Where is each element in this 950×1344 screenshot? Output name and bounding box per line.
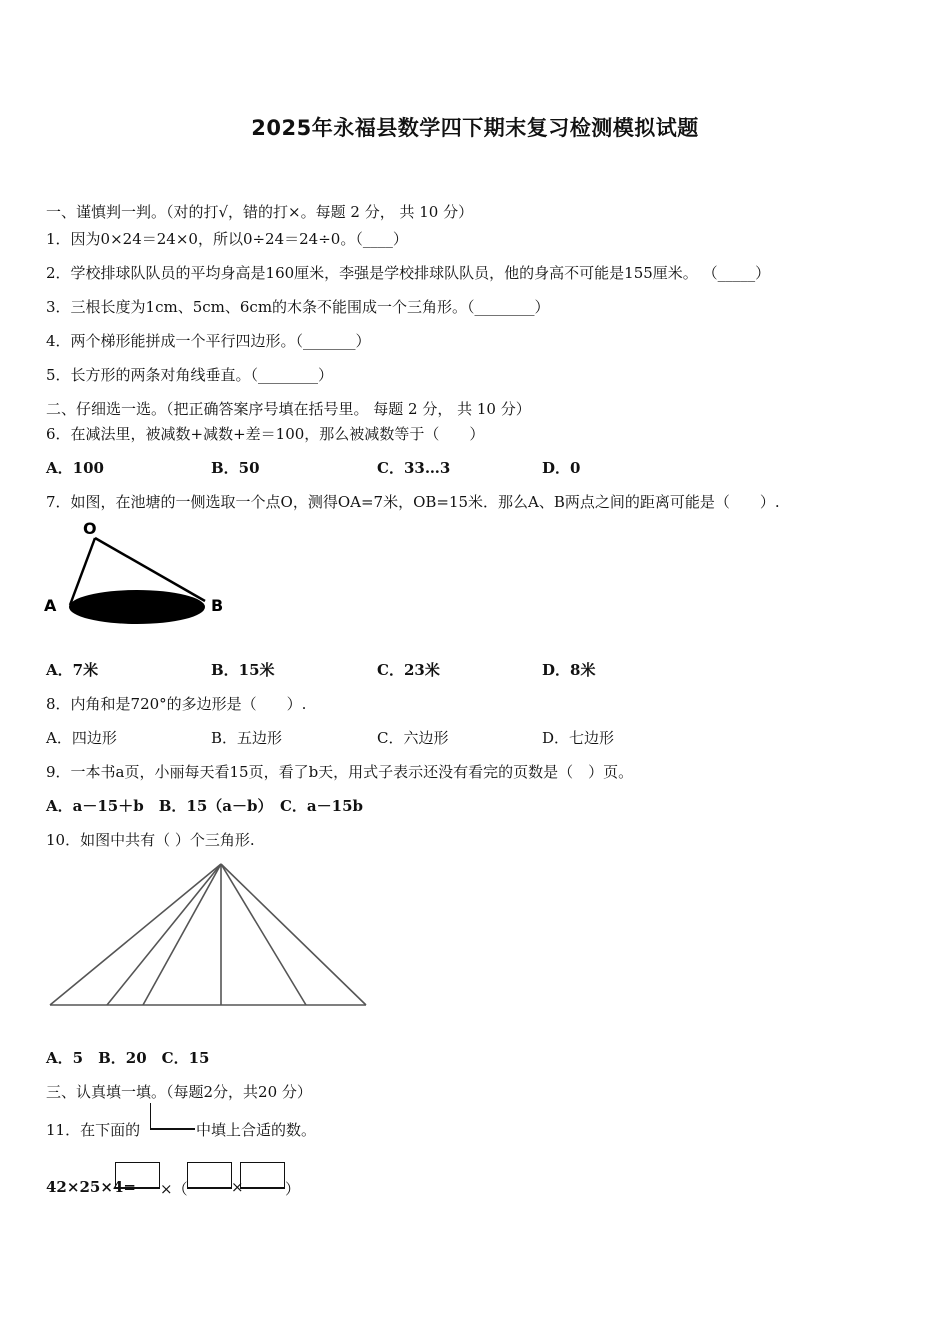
question-11-lead: 11．在下面的 [46, 1121, 141, 1139]
question-8: 8．内角和是720°的多边形是（ ）. [46, 695, 307, 713]
q8-option-a: A．四边形 [46, 729, 117, 747]
question-11-tail: 中填上合适的数。 [196, 1121, 317, 1139]
question-5: 5．长方形的两条对角线垂直。（________） [46, 366, 334, 384]
q11-times-open: ×（ [160, 1180, 188, 1198]
question-7: 7．如图，在池塘的一侧选取一个点O，测得OA=7米，OB=15米．那么A、B两点之间的距离可能是（ ）. [46, 493, 780, 511]
q10-options: A．5 B．20 C．15 [46, 1049, 210, 1067]
section-1-heading: 一、谨慎判一判。（对的打√，错的打×。每题 2 分， 共 10 分） [46, 203, 474, 221]
answer-box-3[interactable] [240, 1162, 285, 1189]
pond-figure [40, 515, 240, 635]
q6-option-b: B．50 [211, 459, 260, 477]
triangles-figure [45, 860, 375, 1012]
question-10: 10．如图中共有（ ）个三角形. [46, 831, 255, 849]
answer-box-2[interactable] [187, 1162, 232, 1189]
section-3-heading: 三、认真填一填。（每题2分，共20 分） [46, 1083, 312, 1101]
point-a-label: A [44, 596, 57, 615]
q7-option-d: D．8米 [542, 661, 596, 679]
blank-box-sample [150, 1103, 195, 1130]
question-9: 9．一本书a页，小丽每天看15页，看了b天，用式子表示还没有看完的页数是（ ）页。 [46, 763, 634, 781]
q9-options: A．a－15＋b B．15（a－b） C．a－15b [46, 797, 364, 815]
question-6: 6．在减法里，被减数+减数+差＝100，那么被减数等于（ ） [46, 425, 485, 443]
q6-option-a: A．100 [46, 459, 104, 477]
q11-close: ） [285, 1180, 301, 1198]
q7-option-c: C．23米 [377, 661, 440, 679]
q11-times: × [231, 1178, 244, 1196]
q6-option-c: C．33…3 [377, 459, 451, 477]
question-3: 3．三根长度为1cm、5cm、6cm的木条不能围成一个三角形。（________） [46, 298, 550, 316]
point-b-label: B [211, 596, 224, 615]
q8-option-c: C．六边形 [377, 729, 449, 747]
q8-option-b: B．五边形 [211, 729, 283, 747]
question-4: 4．两个梯形能拼成一个平行四边形。（_______） [46, 332, 371, 350]
q6-option-d: D．0 [542, 459, 581, 477]
point-o-label: O [83, 519, 97, 538]
section-2-heading: 二、仔细选一选。（把正确答案序号填在括号里。 每题 2 分， 共 10 分） [46, 400, 531, 418]
page-title: 2025年永福县数学四下期末复习检测模拟试题 [251, 116, 699, 140]
q7-option-a: A．7米 [46, 661, 99, 679]
question-2: 2．学校排球队队员的平均身高是160厘米，李强是学校排球队队员，他的身高不可能是155厘米。 （_____） [46, 264, 771, 282]
q7-option-b: B．15米 [211, 661, 275, 679]
pond-shape [69, 590, 205, 624]
answer-box-1[interactable] [115, 1162, 160, 1189]
q8-option-d: D．七边形 [542, 729, 615, 747]
q11-expression-start: 42×25×4= [46, 1178, 136, 1196]
question-1: 1．因为0×24＝24×0，所以0÷24＝24÷0。（____） [46, 230, 408, 248]
